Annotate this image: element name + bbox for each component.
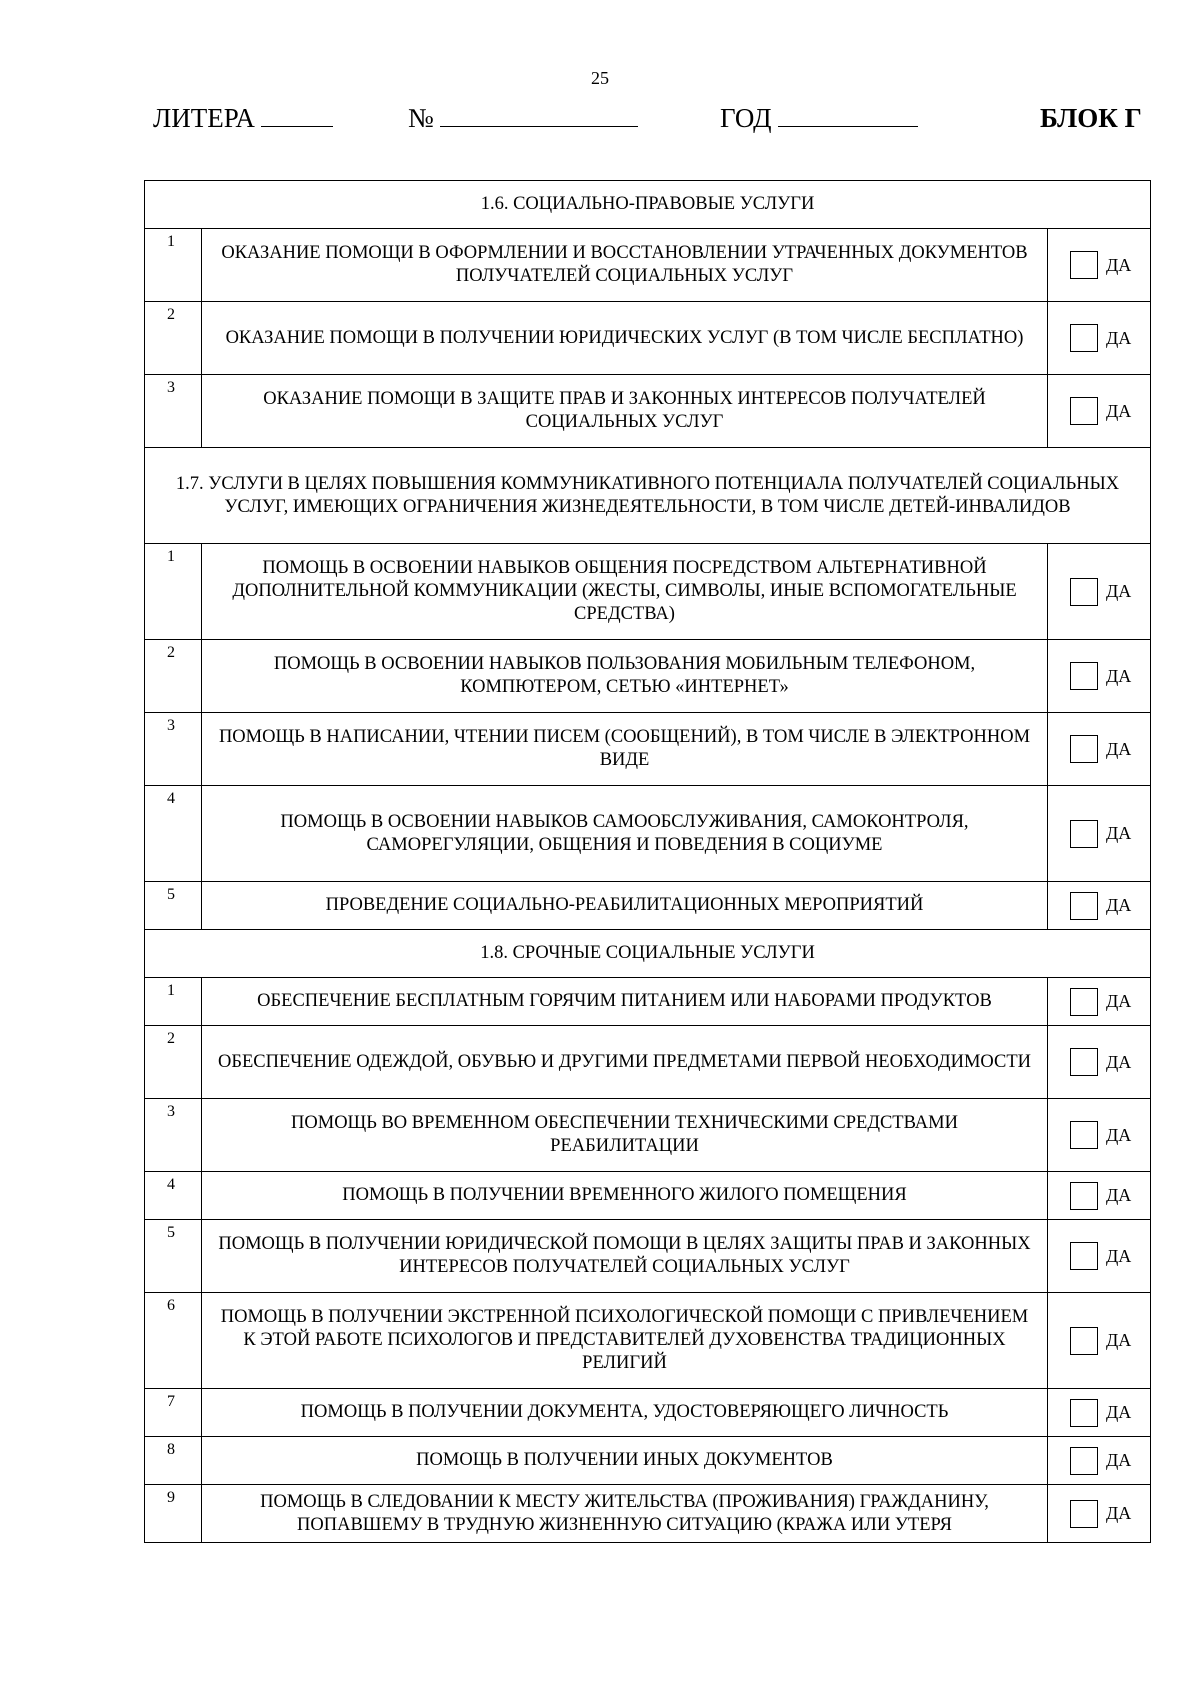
yes-option bbox=[1048, 1500, 1150, 1528]
service-number: 1 bbox=[145, 978, 202, 1026]
service-row bbox=[145, 375, 1151, 448]
yes-option bbox=[1048, 578, 1150, 606]
year-label: ГОД bbox=[720, 103, 772, 133]
service-number: 3 bbox=[145, 713, 202, 786]
yes-option bbox=[1048, 251, 1150, 279]
service-row bbox=[145, 1172, 1151, 1220]
service-description: ПОМОЩЬ В ПОЛУЧЕНИИ ВРЕМЕННОГО ЖИЛОГО ПОМЕЩЕНИЯ bbox=[202, 1172, 1048, 1220]
yes-check-cell bbox=[1048, 1485, 1151, 1543]
yes-check-cell bbox=[1048, 1099, 1151, 1172]
yes-checkbox[interactable] bbox=[1070, 1048, 1098, 1076]
year-field bbox=[720, 103, 918, 134]
service-row bbox=[145, 882, 1151, 930]
section-title: 1.7. УСЛУГИ В ЦЕЛЯХ ПОВЫШЕНИЯ КОММУНИКАТИВНОГО ПОТЕНЦИАЛА ПОЛУЧАТЕЛЕЙ СОЦИАЛЬНЫХ УСЛУГ, ИМЕЮЩИХ ОГРАНИЧЕНИЯ ЖИЗНЕДЕЯТЕЛЬНОСТИ, В ТОМ ЧИСЛЕ ДЕТЕЙ-ИНВАЛИДОВ bbox=[145, 448, 1151, 544]
service-number: 7 bbox=[145, 1389, 202, 1437]
service-description: ПОМОЩЬ В ПОЛУЧЕНИИ ЭКСТРЕННОЙ ПСИХОЛОГИЧЕСКОЙ ПОМОЩИ С ПРИВЛЕЧЕНИЕМ К ЭТОЙ РАБОТЕ ПСИХОЛОГОВ И ПРЕДСТАВИТЕЛЕЙ ДУХОВЕНСТВА ТРАДИЦИОННЫХ РЕЛИГИЙ bbox=[202, 1293, 1048, 1389]
yes-option bbox=[1048, 735, 1150, 763]
yes-check-cell bbox=[1048, 640, 1151, 713]
yes-label: ДА bbox=[1106, 327, 1132, 348]
service-number: 3 bbox=[145, 1099, 202, 1172]
service-row bbox=[145, 1437, 1151, 1485]
yes-check-cell bbox=[1048, 1293, 1151, 1389]
number-input-line[interactable] bbox=[440, 104, 638, 127]
service-number: 1 bbox=[145, 229, 202, 302]
service-description: ОКАЗАНИЕ ПОМОЩИ В ОФОРМЛЕНИИ И ВОССТАНОВЛЕНИИ УТРАЧЕННЫХ ДОКУМЕНТОВ ПОЛУЧАТЕЛЕЙ СОЦИАЛЬНЫХ УСЛУГ bbox=[202, 229, 1048, 302]
yes-option bbox=[1048, 892, 1150, 920]
yes-check-cell bbox=[1048, 978, 1151, 1026]
yes-option bbox=[1048, 1121, 1150, 1149]
service-row bbox=[145, 229, 1151, 302]
service-number: 4 bbox=[145, 786, 202, 882]
yes-checkbox[interactable] bbox=[1070, 1327, 1098, 1355]
yes-check-cell bbox=[1048, 1220, 1151, 1293]
yes-checkbox[interactable] bbox=[1070, 1447, 1098, 1475]
yes-check-cell bbox=[1048, 375, 1151, 448]
yes-checkbox[interactable] bbox=[1070, 1399, 1098, 1427]
yes-label: ДА bbox=[1106, 400, 1132, 421]
service-number: 2 bbox=[145, 1026, 202, 1099]
section-row bbox=[145, 930, 1151, 978]
litera-field bbox=[153, 103, 333, 134]
service-description: ПОМОЩЬ В ПОЛУЧЕНИИ ДОКУМЕНТА, УДОСТОВЕРЯЮЩЕГО ЛИЧНОСТЬ bbox=[202, 1389, 1048, 1437]
yes-label: ДА bbox=[1106, 1185, 1132, 1205]
yes-label: ДА bbox=[1106, 254, 1132, 275]
yes-label: ДА bbox=[1106, 1503, 1132, 1523]
service-number: 5 bbox=[145, 1220, 202, 1293]
yes-checkbox[interactable] bbox=[1070, 578, 1098, 606]
yes-check-cell bbox=[1048, 544, 1151, 640]
service-number: 1 bbox=[145, 544, 202, 640]
service-description: ПОМОЩЬ В ОСВОЕНИИ НАВЫКОВ ОБЩЕНИЯ ПОСРЕДСТВОМ АЛЬТЕРНАТИВНОЙ ДОПОЛНИТЕЛЬНОЙ КОММУНИКАЦИИ (ЖЕСТЫ, СИМВОЛЫ, ИНЫЕ ВСПОМОГАТЕЛЬНЫЕ СРЕДСТВА) bbox=[202, 544, 1048, 640]
yes-check-cell bbox=[1048, 1172, 1151, 1220]
service-row bbox=[145, 1220, 1151, 1293]
section-row bbox=[145, 181, 1151, 229]
yes-check-cell bbox=[1048, 1437, 1151, 1485]
service-number: 6 bbox=[145, 1293, 202, 1389]
yes-option bbox=[1048, 662, 1150, 690]
service-description: ОКАЗАНИЕ ПОМОЩИ В ПОЛУЧЕНИИ ЮРИДИЧЕСКИХ УСЛУГ (В ТОМ ЧИСЛЕ БЕСПЛАТНО) bbox=[202, 302, 1048, 375]
yes-option bbox=[1048, 1399, 1150, 1427]
number-field bbox=[408, 103, 638, 134]
service-description: ПОМОЩЬ В ПОЛУЧЕНИИ ЮРИДИЧЕСКОЙ ПОМОЩИ В ЦЕЛЯХ ЗАЩИТЫ ПРАВ И ЗАКОННЫХ ИНТЕРЕСОВ ПОЛУЧАТЕЛЕЙ СОЦИАЛЬНЫХ УСЛУГ bbox=[202, 1220, 1048, 1293]
number-label: № bbox=[408, 103, 434, 133]
yes-label: ДА bbox=[1106, 1402, 1132, 1422]
yes-checkbox[interactable] bbox=[1070, 1121, 1098, 1149]
service-description: ПОМОЩЬ ВО ВРЕМЕННОМ ОБЕСПЕЧЕНИИ ТЕХНИЧЕСКИМИ СРЕДСТВАМИ РЕАБИЛИТАЦИИ bbox=[202, 1099, 1048, 1172]
yes-checkbox[interactable] bbox=[1070, 735, 1098, 763]
yes-label: ДА bbox=[1106, 1245, 1132, 1266]
service-row bbox=[145, 1389, 1151, 1437]
service-row bbox=[145, 786, 1151, 882]
litera-label: ЛИТЕРА bbox=[153, 103, 255, 133]
service-number: 3 bbox=[145, 375, 202, 448]
yes-checkbox[interactable] bbox=[1070, 662, 1098, 690]
yes-label: ДА bbox=[1106, 665, 1132, 686]
yes-option bbox=[1048, 324, 1150, 352]
yes-label: ДА bbox=[1106, 1450, 1132, 1470]
page-number: 25 bbox=[591, 68, 609, 88]
yes-option bbox=[1048, 397, 1150, 425]
service-description: ОБЕСПЕЧЕНИЕ БЕСПЛАТНЫМ ГОРЯЧИМ ПИТАНИЕМ ИЛИ НАБОРАМИ ПРОДУКТОВ bbox=[202, 978, 1048, 1026]
yes-option bbox=[1048, 820, 1150, 848]
service-row bbox=[145, 978, 1151, 1026]
service-description: ОКАЗАНИЕ ПОМОЩИ В ЗАЩИТЕ ПРАВ И ЗАКОННЫХ ИНТЕРЕСОВ ПОЛУЧАТЕЛЕЙ СОЦИАЛЬНЫХ УСЛУГ bbox=[202, 375, 1048, 448]
yes-check-cell bbox=[1048, 1026, 1151, 1099]
yes-label: ДА bbox=[1106, 1330, 1132, 1350]
yes-label: ДА bbox=[1106, 895, 1132, 915]
yes-checkbox[interactable] bbox=[1070, 820, 1098, 848]
service-description: ОБЕСПЕЧЕНИЕ ОДЕЖДОЙ, ОБУВЬЮ И ДРУГИМИ ПРЕДМЕТАМИ ПЕРВОЙ НЕОБХОДИМОСТИ bbox=[202, 1026, 1048, 1099]
services-table-body bbox=[145, 181, 1151, 1543]
yes-check-cell bbox=[1048, 302, 1151, 375]
service-row bbox=[145, 1293, 1151, 1389]
yes-checkbox[interactable] bbox=[1070, 251, 1098, 279]
service-number: 2 bbox=[145, 640, 202, 713]
yes-check-cell bbox=[1048, 1389, 1151, 1437]
yes-option bbox=[1048, 988, 1150, 1016]
section-title: 1.8. СРОЧНЫЕ СОЦИАЛЬНЫЕ УСЛУГИ bbox=[145, 930, 1151, 978]
yes-checkbox[interactable] bbox=[1070, 324, 1098, 352]
yes-label: ДА bbox=[1106, 991, 1132, 1011]
service-row bbox=[145, 544, 1151, 640]
yes-checkbox[interactable] bbox=[1070, 892, 1098, 920]
year-input-line[interactable] bbox=[778, 104, 918, 127]
yes-check-cell bbox=[1048, 882, 1151, 930]
service-description: ПОМОЩЬ В ПОЛУЧЕНИИ ИНЫХ ДОКУМЕНТОВ bbox=[202, 1437, 1048, 1485]
yes-option bbox=[1048, 1182, 1150, 1210]
form-header bbox=[0, 103, 1200, 143]
yes-label: ДА bbox=[1106, 1124, 1132, 1145]
service-description: ПРОВЕДЕНИЕ СОЦИАЛЬНО-РЕАБИЛИТАЦИОННЫХ МЕРОПРИЯТИЙ bbox=[202, 882, 1048, 930]
yes-checkbox[interactable] bbox=[1070, 988, 1098, 1016]
yes-option bbox=[1048, 1447, 1150, 1475]
yes-check-cell bbox=[1048, 229, 1151, 302]
service-description: ПОМОЩЬ В ОСВОЕНИИ НАВЫКОВ САМООБСЛУЖИВАНИЯ, САМОКОНТРОЛЯ, САМОРЕГУЛЯЦИИ, ОБЩЕНИЯ И ПОВЕДЕНИЯ В СОЦИУМЕ bbox=[202, 786, 1048, 882]
service-description: ПОМОЩЬ В ОСВОЕНИИ НАВЫКОВ ПОЛЬЗОВАНИЯ МОБИЛЬНЫМ ТЕЛЕФОНОМ, КОМПЮТЕРОМ, СЕТЬЮ «ИНТЕРНЕТ» bbox=[202, 640, 1048, 713]
yes-option bbox=[1048, 1327, 1150, 1355]
service-row bbox=[145, 1026, 1151, 1099]
yes-checkbox[interactable] bbox=[1070, 1242, 1098, 1270]
yes-label: ДА bbox=[1106, 823, 1132, 843]
service-row bbox=[145, 302, 1151, 375]
service-number: 5 bbox=[145, 882, 202, 930]
yes-label: ДА bbox=[1106, 1051, 1132, 1072]
services-table bbox=[144, 180, 1151, 1543]
service-number: 2 bbox=[145, 302, 202, 375]
yes-label: ДА bbox=[1106, 581, 1132, 601]
yes-checkbox[interactable] bbox=[1070, 397, 1098, 425]
yes-check-cell bbox=[1048, 786, 1151, 882]
yes-check-cell bbox=[1048, 713, 1151, 786]
yes-checkbox[interactable] bbox=[1070, 1500, 1098, 1528]
yes-checkbox[interactable] bbox=[1070, 1182, 1098, 1210]
service-description: ПОМОЩЬ В СЛЕДОВАНИИ К МЕСТУ ЖИТЕЛЬСТВА (ПРОЖИВАНИЯ) ГРАЖДАНИНУ, ПОПАВШЕМУ В ТРУДНУЮ ЖИЗНЕННУЮ СИТУАЦИЮ (КРАЖА ИЛИ УТЕРЯ bbox=[202, 1485, 1048, 1543]
yes-label: ДА bbox=[1106, 738, 1132, 759]
section-row bbox=[145, 448, 1151, 544]
service-row bbox=[145, 640, 1151, 713]
yes-option bbox=[1048, 1242, 1150, 1270]
service-number: 9 bbox=[145, 1485, 202, 1543]
service-row bbox=[145, 1099, 1151, 1172]
service-row bbox=[145, 1485, 1151, 1543]
service-number: 4 bbox=[145, 1172, 202, 1220]
block-label: БЛОК Г bbox=[1040, 103, 1142, 133]
service-row bbox=[145, 713, 1151, 786]
yes-option bbox=[1048, 1048, 1150, 1076]
litera-input-line[interactable] bbox=[261, 104, 333, 127]
service-number: 8 bbox=[145, 1437, 202, 1485]
section-title: 1.6. СОЦИАЛЬНО-ПРАВОВЫЕ УСЛУГИ bbox=[145, 181, 1151, 229]
service-description: ПОМОЩЬ В НАПИСАНИИ, ЧТЕНИИ ПИСЕМ (СООБЩЕНИЙ), В ТОМ ЧИСЛЕ В ЭЛЕКТРОННОМ ВИДЕ bbox=[202, 713, 1048, 786]
